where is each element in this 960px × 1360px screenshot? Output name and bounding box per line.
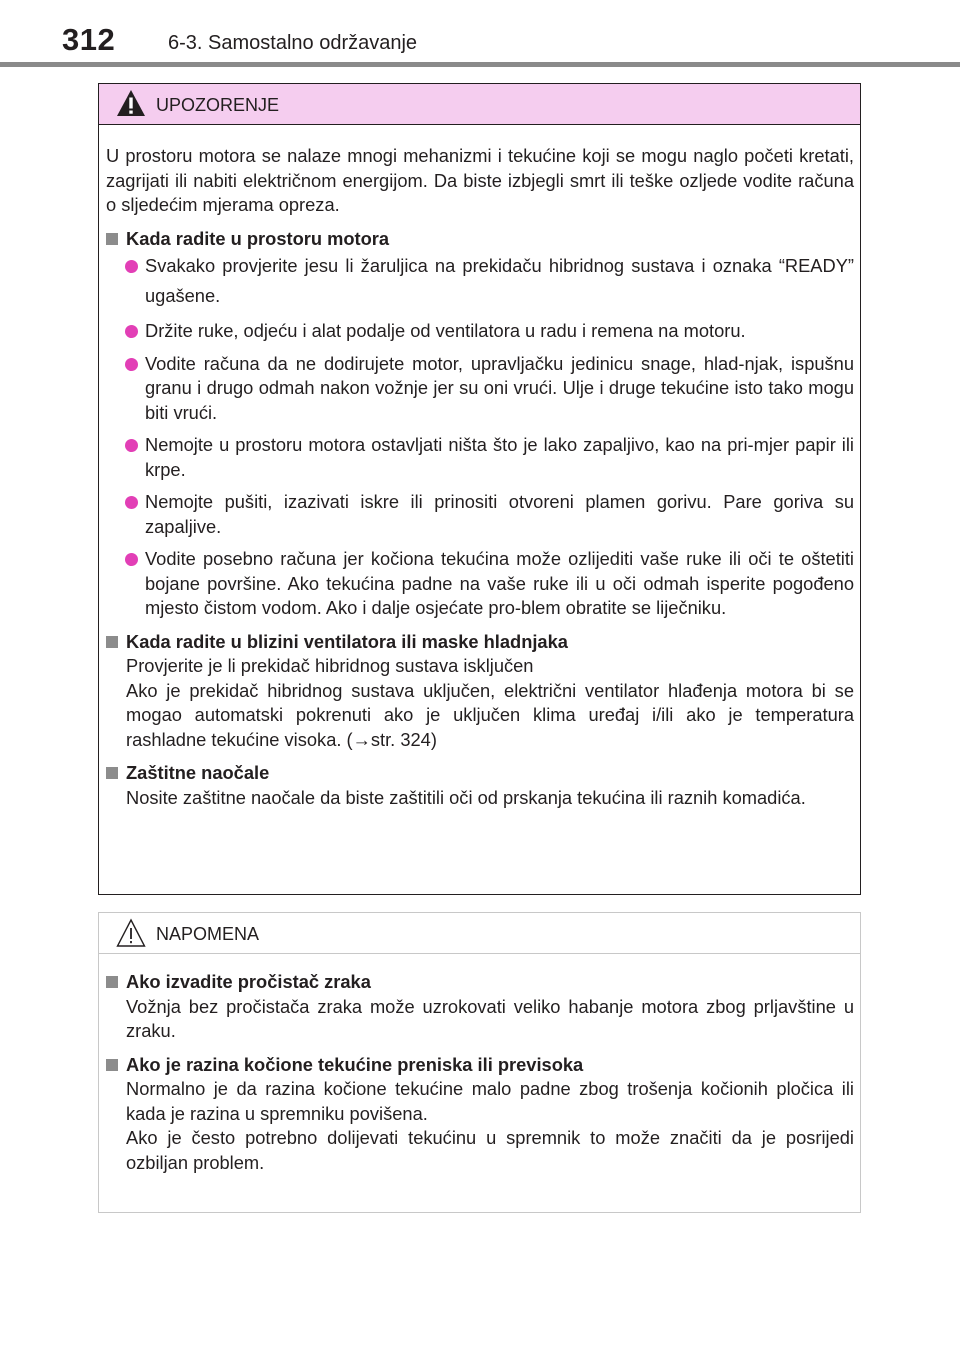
header-rule [0, 62, 960, 67]
list-item: Držite ruke, odjeću i alat podalje od ventilatora u radu i remena na motoru. [106, 319, 854, 344]
round-bullet-icon [125, 439, 138, 452]
warning-intro: U prostoru motora se nalaze mnogi mehanizmi i tekućine koji se mogu naglo početi kretati, zagrijati ili nabiti električnom energijom. Da biste izbjegli smrt ili teške ozljede vodite računa o sljedećim mjerama opreza. [106, 145, 854, 215]
square-bullet-icon [106, 1059, 118, 1071]
notice-topic-air-filter [106, 970, 854, 1044]
page-header [0, 0, 960, 70]
warning-topic-goggles [106, 761, 854, 810]
warning-triangle-icon [116, 89, 146, 117]
notice-body [99, 954, 860, 1175]
topic-title: Ako izvadite pročistač zraka [126, 971, 371, 992]
section-title: 6-3. Samostalno održavanje [168, 32, 418, 54]
list-item: Nemojte u prostoru motora ostavljati ništa što je lako zapaljivo, kao na pri-mjer papir ili krpe. [106, 433, 854, 482]
topic-title: Kada radite u blizini ventilatora ili maske hladnjaka [126, 630, 568, 652]
topic-text: Provjerite je li prekidač hibridnog sustava isključen Ako je prekidač hibridnog sustava uključen, električni ventilator hlađenja motora bi se mogao automatski pokrenuti ako je uključen klima uređaj i/ili ako je temperatura rashladne tekućine visoka. (→str. 324) [126, 655, 854, 750]
warning-box-header [99, 84, 860, 125]
square-bullet-icon [106, 233, 118, 245]
warning-topic-engine-compartment [106, 227, 854, 621]
notice-heading: NAPOMENA [156, 924, 260, 944]
warning-body [99, 125, 860, 810]
topic-title: Zaštitne naočale [126, 762, 270, 783]
topic-title: Kada radite u prostoru motora [126, 227, 390, 249]
topic-text: Nosite zaštitne naočale da biste zaštitili oči od prskanja tekućina ili raznih komadića. [126, 786, 806, 808]
square-bullet-icon [106, 976, 118, 988]
topic-text: Vožnja bez pročistača zraka može uzrokovati veliko habanje motora zbog prljavštine u zraku. [126, 995, 854, 1041]
caution-triangle-outline-icon [116, 918, 146, 948]
square-bullet-icon [106, 636, 118, 648]
warning-heading: UPOZORENJE [156, 95, 280, 115]
warning-topic-fan-grille [106, 630, 854, 753]
notice-box [98, 912, 861, 1213]
list-item: Vodite računa da ne dodirujete motor, upravljačku jedinicu snage, hlad-njak, ispušnu granu i drugo odmah nakon vožnje jer su oni vrući. Ulje i druge tekućine isto tako mogu biti vrući. [106, 352, 854, 426]
notice-box-header [99, 913, 860, 954]
square-bullet-icon [106, 767, 118, 779]
topic-title: Ako je razina kočione tekućine preniska ili previsoka [126, 1053, 584, 1075]
warning-box [98, 83, 861, 895]
round-bullet-icon [125, 553, 138, 566]
round-bullet-icon [125, 260, 138, 273]
round-bullet-icon [125, 496, 138, 509]
list-item: Nemojte pušiti, izazivati iskre ili prinositi otvoreni plamen gorivu. Pare goriva su zapaljive. [106, 490, 854, 539]
round-bullet-icon [125, 325, 138, 338]
list-item: Vodite posebno računa jer kočiona tekućina može ozlijediti vaše ruke ili oči te oštetiti bojane površine. Ako tekućina padne na vaše ruke ili u oči odmah isperite pogođeno mjesto čistom vodom. Ako i dalje osjećate pro-blem obratite se liječniku. [106, 547, 854, 621]
round-bullet-icon [125, 358, 138, 371]
topic-text: Normalno je da razina kočione tekućine malo padne zbog trošenja kočionih pločica ili kada je razina u spremniku povišena. Ako je često potrebno dolijevati tekućinu u spremnik to može značiti da je posrijedi ozbiljan problem. [126, 1078, 854, 1173]
notice-topic-brake-fluid [106, 1053, 854, 1176]
list-item: Svakako provjerite jesu li žaruljica na prekidaču hibridnog sustava i oznaka “READY” ugašene. [106, 251, 854, 311]
page-number: 312 [62, 22, 116, 57]
